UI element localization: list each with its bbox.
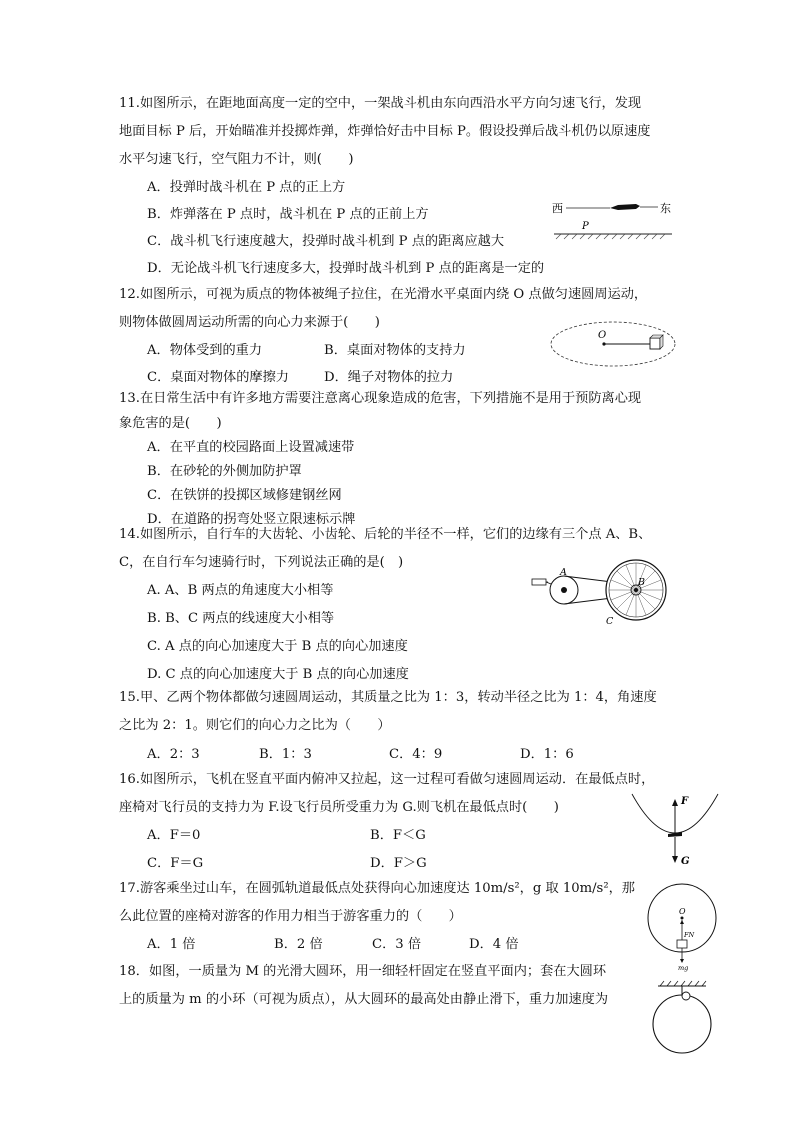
- ceiling-hatch: [660, 981, 706, 986]
- option-a: A．1 倍: [147, 937, 196, 952]
- big-hoop: [653, 995, 711, 1053]
- option-c: C．桌面对物体的摩擦力: [147, 370, 289, 385]
- west-label: 西: [552, 202, 563, 215]
- option-c: C．战斗机飞行速度越大，投弹时战斗机到 P 点的距离应越大: [147, 234, 505, 249]
- question-17: [119, 875, 679, 959]
- question-stem: 18．如图，一质量为 M 的光滑大圆环，用一细轻杆固定在竖直平面内；套在大圆环: [119, 964, 607, 979]
- pedal-icon: [532, 579, 546, 585]
- option-d: D．4 倍: [469, 937, 519, 952]
- fighter-jet-figure: [548, 196, 678, 242]
- east-label: 东: [660, 202, 671, 215]
- center-o-label: O: [679, 907, 686, 916]
- question-stem: C，在自行车匀速骑行时，下列说法正确的是( ): [119, 555, 404, 570]
- option-d: D．绳子对物体的拉力: [324, 370, 454, 385]
- question-stem: 14.如图所示，自行车的大齿轮、小齿轮、后轮的半径不一样，它们的边缘有三个点 A、B、: [119, 527, 652, 542]
- question-stem: 座椅对飞行员的支持力为 F.设飞行员所受重力为 G.则飞机在最低点时( ): [119, 800, 559, 815]
- question-stem: 11.如图所示，在距地面高度一定的空中，一架战斗机由东向西沿水平方向匀速飞行，发现: [119, 96, 642, 111]
- question-stem: 17.游客乘坐过山车，在圆弧轨道最低点处获得向心加速度达 10m/s²，g 取 10m/s²，那: [119, 881, 635, 896]
- option-d: D．1：6: [520, 747, 574, 762]
- question-15: [119, 684, 679, 770]
- question-18: [119, 958, 679, 1014]
- question-16: [119, 766, 679, 878]
- jet-icon: [610, 204, 640, 210]
- option-d: D. C 点的向心加速度大于 B 点的向心加速度: [147, 667, 409, 682]
- ground-hatch: [556, 234, 665, 239]
- option-a: A．物体受到的重力: [147, 343, 263, 358]
- option-b: B. B、C 两点的线速度大小相等: [147, 611, 335, 626]
- options-row: [119, 931, 679, 959]
- question-stem: 象危害的是( ): [119, 416, 222, 431]
- point-a-label: A: [560, 567, 567, 578]
- option-b: B．在砂轮的外侧加防护罩: [147, 464, 302, 479]
- options-row: [119, 850, 679, 878]
- option-b: B．桌面对物体的支持力: [324, 343, 466, 358]
- option-a: A．F＝0: [147, 828, 201, 843]
- option-a: A. A、B 两点的角速度大小相等: [147, 583, 334, 598]
- ring-on-hoop-figure: [644, 980, 720, 1056]
- point-b-label: B: [638, 577, 645, 588]
- option-d: D．无论战斗机飞行速度多大，投弹时战斗机到 P 点的距离是一定的: [147, 261, 545, 276]
- question-13: [119, 386, 679, 532]
- option-a: A．投弹时战斗机在 P 点的正上方: [147, 180, 346, 195]
- weight-mg-label: mg: [678, 964, 689, 972]
- question-stem: 么此位置的座椅对游客的作用力相当于游客重力的（ ）: [119, 909, 462, 924]
- question-stem: 地面目标 P 后，开始瞄准并投掷炸弹，炸弹恰好击中目标 P。假设投弹后战斗机仍以原速度: [119, 124, 651, 139]
- center-o-label: O: [598, 330, 607, 341]
- option-b: B．2 倍: [274, 937, 323, 952]
- bicycle-gear-figure: [526, 558, 684, 628]
- option-a: A．在平直的校园路面上设置减速带: [147, 440, 355, 455]
- option-d: D．在道路的拐弯处竖立限速标示牌: [147, 512, 356, 527]
- option-a: A．2：3: [147, 747, 200, 762]
- option-c: C．3 倍: [372, 937, 422, 952]
- passenger-block: [677, 940, 687, 948]
- question-stem: 16.如图所示，飞机在竖直平面内俯冲又拉起，这一过程可看做匀速圆周运动．在最低点时，: [119, 772, 655, 787]
- question-stem: 水平匀速飞行，空气阻力不计，则( ): [119, 152, 354, 167]
- aircraft-loop-figure: [628, 790, 722, 868]
- option-c: C. A 点的向心加速度大于 B 点的向心加速度: [147, 639, 408, 654]
- question-stem: 之比为 2：1。则它们的向心力之比为（ ）: [119, 718, 391, 733]
- question-stem: 15.甲、乙两个物体都做匀速圆周运动，其质量之比为 1：3，转动半径之比为 1：4，角速度: [119, 690, 657, 705]
- question-stem: 12.如图所示，可视为质点的物体被绳子拉住，在光滑水平桌面内绕 O 点做匀速圆周运动，: [119, 287, 648, 302]
- option-b: B．1：3: [259, 747, 312, 762]
- question-11: [119, 90, 679, 282]
- question-stem: 则物体做圆周运动所需的向心力来源于( ): [119, 315, 380, 330]
- option-c: C．4：9: [389, 747, 443, 762]
- options-row: [119, 822, 679, 850]
- small-ring: [682, 992, 690, 1000]
- option-b: B．炸弹落在 P 点时，战斗机在 P 点的正前上方: [147, 207, 429, 222]
- arrow-down-icon: [672, 856, 678, 863]
- block: [650, 338, 660, 349]
- arrow-down-icon: [680, 959, 684, 963]
- question-stem: 13.在日常生活中有许多地方需要注意离心现象造成的危害，下列措施不是用于预防离心现: [119, 391, 642, 406]
- arrow-up-icon: [672, 799, 678, 806]
- circular-motion-figure: [546, 318, 680, 370]
- point-c-label: C: [606, 616, 614, 627]
- gravity-g-label: G: [681, 856, 690, 867]
- question-stem: 上的质量为 m 的小环（可视为质点），从大圆环的最高处由静止滑下，重力加速度为: [119, 992, 609, 1007]
- force-f-label: F: [681, 796, 689, 807]
- normal-force-label: FN: [684, 931, 695, 939]
- option-c: C．F＝G: [147, 856, 204, 871]
- option-d: D．F＞G: [370, 856, 427, 871]
- point-p-label: P: [582, 221, 589, 232]
- option-b: B．F＜G: [370, 828, 426, 843]
- option-c: C．在铁饼的投掷区域修建钢丝网: [147, 488, 342, 503]
